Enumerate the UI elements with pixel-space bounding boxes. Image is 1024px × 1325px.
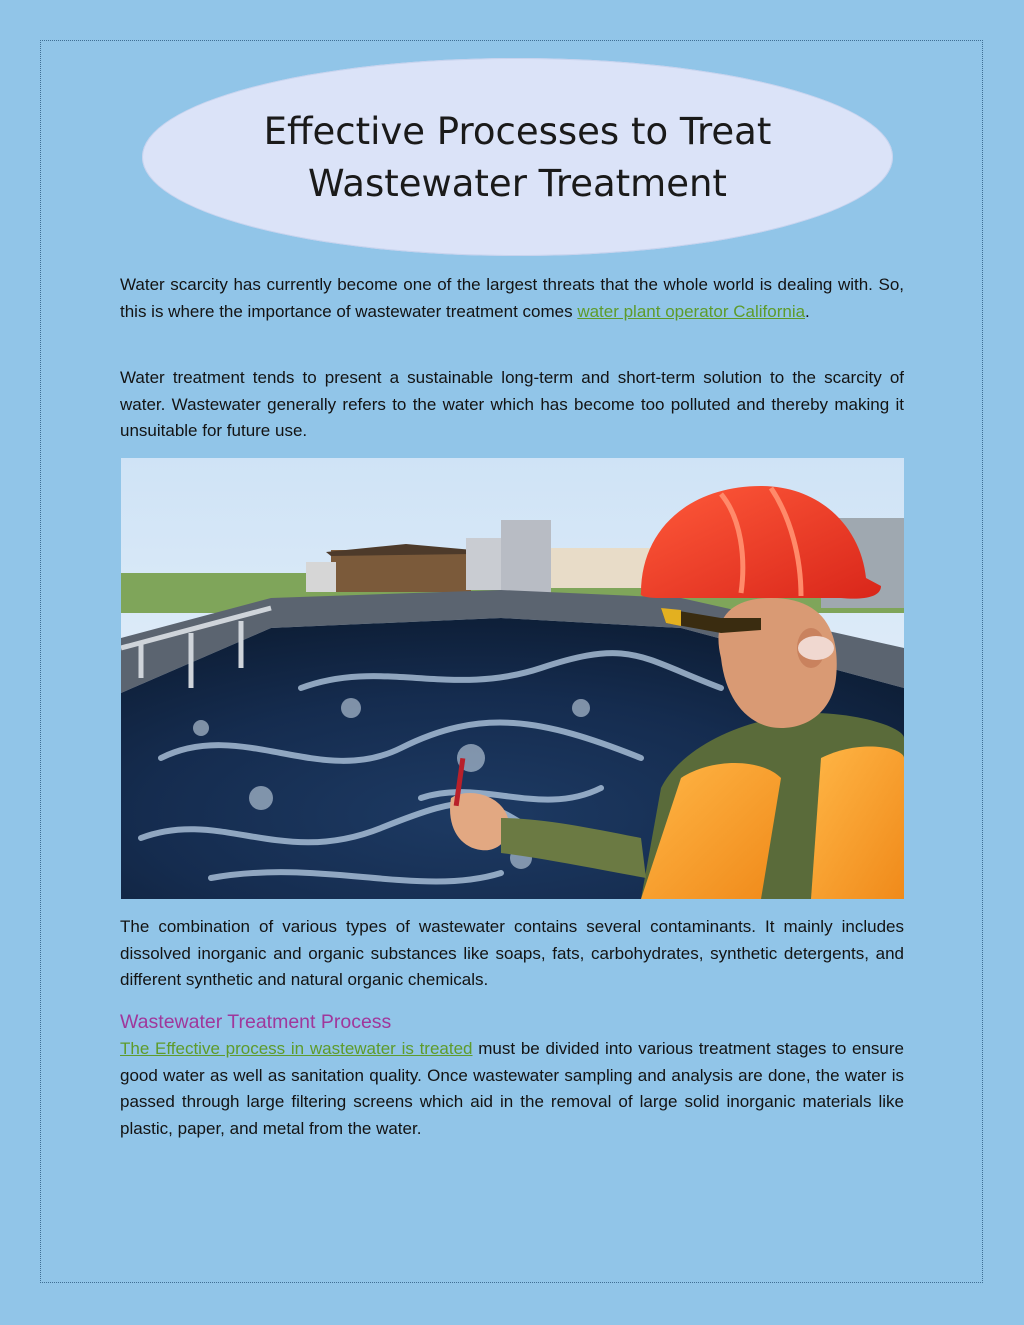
contaminants-paragraph: The combination of various types of wastewater contains several contaminants. It mainly includes dissolved inorganic and organic substances like soaps, fats, carbohydrates, synthetic detergents, and different synthetic and natural organic chemicals. — [120, 917, 904, 989]
title-banner — [142, 58, 893, 256]
effective-process-link[interactable]: The Effective process in wastewater is treated — [120, 1039, 473, 1058]
intro-period: . — [805, 301, 810, 321]
process-paragraph — [120, 1036, 904, 1142]
page-title: Effective Processes to Treat Wastewater Treatment — [263, 110, 772, 205]
intro-paragraph — [120, 272, 904, 325]
water-treatment-paragraph: Water treatment tends to present a sustainable long-term and short-term solution to the scarcity of water. Wastewater generally refers to the water which has become too polluted and thereby making it unsuitable for future use. — [120, 368, 904, 440]
wastewater-photo — [121, 458, 904, 899]
wastewater-process-heading: Wastewater Treatment Process — [120, 1011, 392, 1033]
process-text: must be divided into various treatment stages to ensure good water as well as sanitation quality. Once wastewater sampling and analysis are done, the water is passed through large filtering screens which aid in the removal of large solid inorganic materials like plastic, paper, and metal from the water. — [120, 1039, 904, 1138]
water-plant-operator-link[interactable]: water plant operator California — [577, 301, 806, 321]
intro-text: Water scarcity has currently become one of the largest threats that the whole world is dealing with. So, this is where the importance of wastewater treatment comes — [120, 275, 904, 321]
section-heading — [120, 1009, 904, 1037]
